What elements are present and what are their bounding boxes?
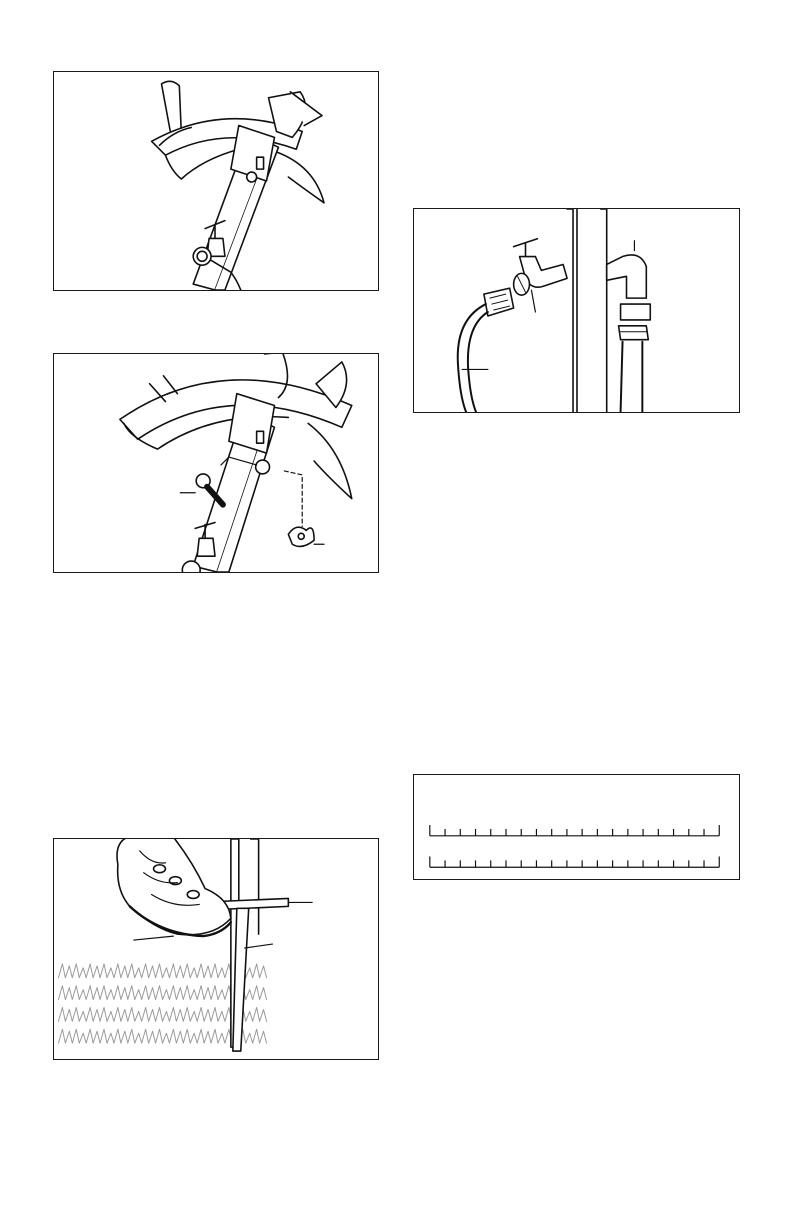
hose-connection-illustration [414, 209, 739, 412]
scale-illustration [414, 775, 739, 879]
stake-install-illustration [54, 839, 378, 1059]
figure-hanger-assembled [53, 71, 379, 291]
figure-measurement-scale [413, 774, 740, 880]
figure-hose-connection [413, 208, 740, 413]
hanger-illustration [54, 72, 378, 290]
bolt-attachment-illustration [54, 354, 378, 572]
figure-stake-install [53, 838, 379, 1060]
figure-bolt-attachment [53, 353, 379, 573]
